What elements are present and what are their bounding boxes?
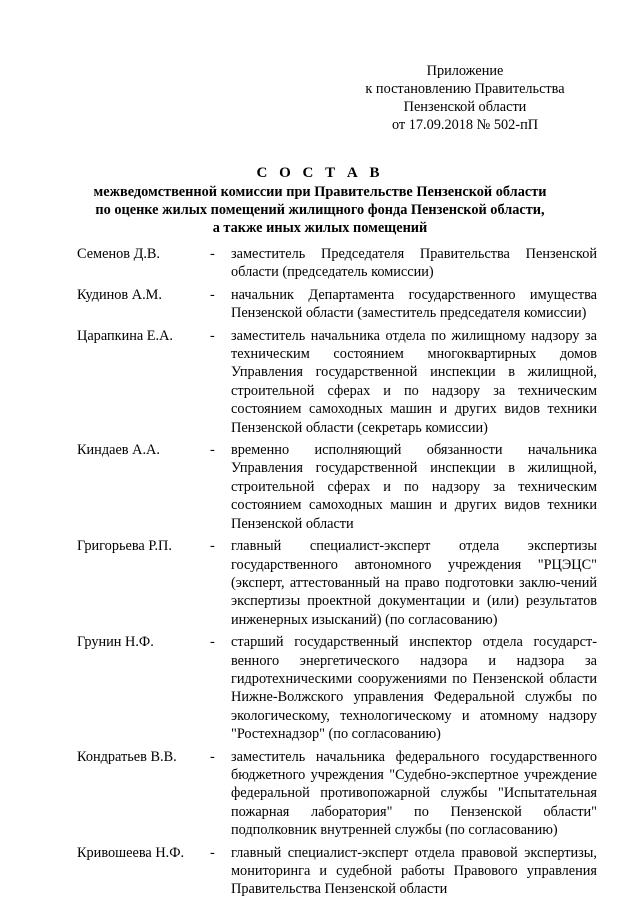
member-dash: - [210, 538, 215, 555]
member-row [77, 245, 597, 282]
member-dash: - [210, 844, 215, 861]
member-dash: - [210, 246, 215, 262]
member-role: начальник Департамента государственного имущества Пензенской области (заместитель председателя комиссии) [231, 286, 597, 322]
member-name: Григорьева Р.П. [77, 538, 172, 555]
member-role: старший государственный инспектор отдела государст-венного энергетического надзора и надзора за гидротехническими сооружениями по Пензенской области Нижне-Волжского управления Федеральной службы по экологическому, технологическому и атомному надзору "Ростехнадзор" (по согласованию) [231, 634, 597, 743]
appendix-date-number: от 17.09.2018 № 502-пП [391, 117, 539, 133]
heading-line-1: межведомственной комиссии при Правительстве Пензенской области [93, 184, 547, 200]
member-role: заместитель начальника федерального государственного бюджетного учреждения "Судебно-экспертное учреждение федеральной противопожарной службы "Испытательная пожарная лаборатория" по Пензенской области" подполковник внутренней службы (по согласованию) [231, 748, 597, 839]
commission-members-list [77, 245, 597, 903]
member-row [77, 633, 597, 743]
appendix-label: Приложение [426, 63, 504, 79]
member-name: Кондратьев В.В. [77, 748, 177, 765]
member-row [77, 844, 597, 899]
member-role: главный специалист-эксперт отдела правовой экспертизы, мониторинга и судебной работы Правового управления Правительства Пензенской области [231, 844, 597, 898]
heading-line-3: а также иных жилых помещений [212, 220, 428, 236]
member-dash: - [210, 634, 215, 651]
appendix-header [330, 62, 600, 134]
member-name: Семенов Д.В. [77, 246, 161, 262]
member-role: заместитель начальника отдела по жилищному надзору за техническим состоянием многоквартирных домов Управления государственной инспекции в жилищной, строительной сферах и по надзору за техническим состоянием самоходных машин и других видов техники Пензенской области (секретарь комиссии) [231, 327, 597, 436]
appendix-region: Пензенской области [403, 99, 527, 115]
heading-line-2: по оценке жилых помещений жилищного фонда Пензенской области, [95, 202, 545, 218]
member-dash: - [210, 286, 215, 303]
document-heading [60, 164, 580, 237]
member-name: Грунин Н.Ф. [77, 634, 154, 651]
member-row [77, 327, 597, 437]
member-row [77, 441, 597, 533]
member-row [77, 286, 597, 323]
member-row [77, 537, 597, 629]
member-row [77, 748, 597, 840]
member-role: временно исполняющий обязанности начальника Управления государственной инспекции в жилищной, строительной сферах и по надзору за техническим состоянием самоходных машин и других видов техники Пензенской области [231, 442, 597, 532]
appendix-reference: к постановлению Правительства [365, 81, 565, 97]
member-dash: - [210, 327, 215, 344]
member-dash: - [210, 442, 215, 459]
member-name: Кривошеева Н.Ф. [77, 844, 185, 861]
member-role: заместитель Председателя Правительства Пензенской области (председатель комиссии) [231, 246, 597, 281]
member-dash: - [210, 748, 215, 765]
member-role: главный специалист-эксперт отдела экспертизы государственного автономного учреждения "РЦЭЦС" (эксперт, аттестованный на право подготовки заклю-чений экспертизы проектной документации и (или) результатов инженерных изысканий) (по согласованию) [231, 538, 597, 628]
member-name: Царапкина Е.А. [77, 327, 174, 344]
document-title: С О С Т А В [256, 165, 384, 181]
member-name: Кудинов А.М. [77, 286, 162, 303]
member-name: Киндаев А.А. [77, 442, 160, 459]
